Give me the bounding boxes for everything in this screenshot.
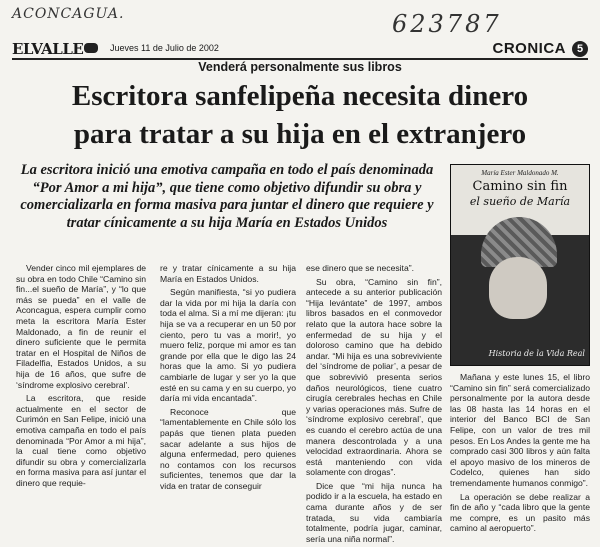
- newspaper-logo-icon: [84, 43, 98, 53]
- body-column-2: [160, 263, 296, 494]
- page-number: 5: [572, 41, 588, 57]
- headline-line-2: para tratar a su hija en el extranjero: [73, 118, 527, 150]
- body-paragraph: Reconoce que “lamentablemente en Chile sólo los papás que tienen plata pueden sacar adelante a sus hijos de alguna enfermedad, pero quienes no contamos con los recursos suficientes, tenemos que dar la vida en tratar de conseguir: [160, 406, 296, 491]
- body-column-1: [16, 263, 146, 491]
- masthead: [12, 40, 588, 60]
- body-paragraph: ese dinero que se necesita”.: [306, 263, 414, 273]
- body-paragraph: Vender cinco mil ejemplares de su obra en todo Chile “Camino sin fin...el sueño de María”, y “lo que más se pueda” en el valle de Aconcagua, espera cumplir como meta la escritora María Ester Maldonado, a fin de reunir el dinero suficiente que le permita tratar en el Hospital de Niños de Filadelfia, Estados Unidos, a su hija de 16 años, que sufre de ‘síndrome explosivo cerebral’.: [16, 263, 146, 390]
- book-cover-caption: Historia de la Vida Real: [488, 349, 585, 358]
- book-cover-subtitle: el sueño de María: [469, 195, 571, 208]
- body-paragraph: re y tratar cínicamente a su hija María en Estados Unidos.: [160, 263, 296, 284]
- lead-paragraph: La escritora inició una emotiva campaña en todo el país denominada “Por Amor a mi hija”, que tiene como objetivo difundir su obra y comercializarla en forma masiva para juntar el dinero que requiere y tratar cínicamente a su hija María en Estados Unidos: [20, 162, 434, 231]
- section-name: CRONICA: [492, 40, 566, 57]
- body-paragraph: Según manifiesta, “si yo pudiera dar la vida por mi hija la daría con toda el alma. Si a mí me dijeran: ¡tu hija se va a recuperar en un 50 por ciento, pero tu vas a morir!, yo muero feliz, porque mi amor es tan grande por ella que le digo las 24 horas que la amo. Si yo pudiera cambiarle de lugar y ser yo la que esté en su cama y en su cuerpo, yo daría mi vida encantada”.: [160, 287, 296, 404]
- book-cover-photo: [450, 164, 590, 366]
- handwritten-archive-number: 623787: [392, 10, 502, 38]
- kicker: Venderá personalmente sus libros: [198, 60, 402, 74]
- book-cover-title: Camino sin fin: [472, 179, 568, 194]
- body-paragraph: Dice que “mi hija nunca ha podido ir a la escuela, ha estado en cama durante años y de ser tratada, su vida cambiaría totalmente, podría jugar, caminar, sería una niña normal”.: [306, 480, 442, 544]
- body-paragraph: La operación se debe realizar a fin de año y “cada libro que la gente me compre, es un pasito más camino al aeropuerto”.: [450, 491, 590, 534]
- headline: [0, 77, 600, 153]
- body-column-4: [450, 372, 590, 537]
- newspaper-name-text: ELVALLE: [12, 40, 84, 58]
- newspaper-name: [12, 40, 98, 58]
- body-paragraph: Su obra, “Camino sin fin”, antecede a su anterior publicación “Hija levántate” de 1997, ambos libros basados en el conmovedor relato que la autora hace sobre la enfermedad de su hija y el doloroso camino que ha debido andar. “Mi hija es una sobreviviente del ‘síndrome de poliar’, a pesar de que sobrevivió presenta serios daños neurológicos, tiene cuatro cirugía cerebrales hechas en Chile y varias operaciones más. Sufre de ‘síndrome explosivo cerebral’, que es cuando el cerebro actúa de una manera descontrolada y a una velocidad extraordinaria. Ahora se está manteniendo con vida solamente con drogas”.: [306, 276, 442, 478]
- issue-date: Jueves 11 de Julio de 2002: [110, 43, 219, 53]
- handwritten-source-note: ACONCAGUA.: [12, 6, 125, 22]
- body-paragraph: Mañana y este lunes 15, el libro “Camino sin fin” será comercializado personalmente por la autora desde las 08 hasta las 14 horas en el interior del Banco BCI de San Felipe, con un valor de tres mil pesos. En Los Andes la gente me ha comprado casi 300 libros y aún falta el apoyo masivo de los mineros de Codelco, quienes han sido tremendamente humanos conmigo”.: [450, 372, 590, 488]
- body-column-3: [306, 263, 442, 547]
- body-paragraph: La escritora, que reside actualmente en el sector de Curimón en San Felipe, inició una emotiva campaña en todo el país denominada “Por Amor a mi hija”, la cual tiene como objetivo difundir su obra y comercializarla en forma masiva para así juntar el dinero que requie-: [16, 393, 146, 488]
- book-cover-author: María Ester Maldonado M.: [481, 169, 559, 177]
- headline-line-1: Escritora sanfelipeña necesita dinero: [71, 80, 529, 112]
- portrait-face: [489, 257, 547, 319]
